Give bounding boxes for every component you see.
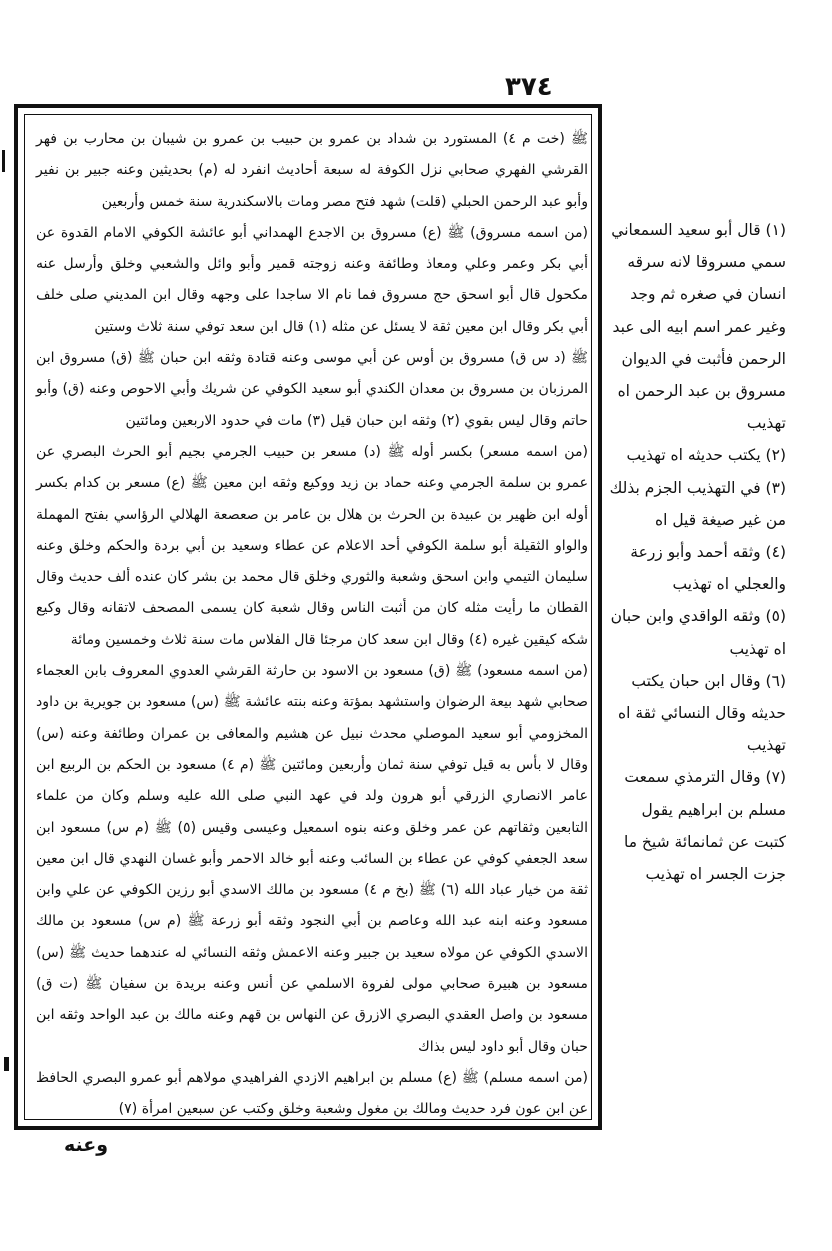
entry-paragraph: ﷺ (د س ق) مسروق بن أوس عن أبي موسى وعنه قتادة وثقه ابن حبان ﷺ (ق) مسروق ابن المرزبان بن مسروق بن معدان الكندي أبو سعيد الكوفي عن شريك وأبي الاحوص وعنه (ق) وأبو حاتم وقال ليس بقوي (٢) وثقه ابن حبان قيل (٣) مات في حدود الاربعين ومائتين <box>36 350 588 429</box>
page-number: ٣٧٤ <box>505 72 553 102</box>
main-text <box>36 124 588 1124</box>
margin-note: (١) قال أبو سعيد السمعاني سمي مسروقا لانه سرقه انسان في صغره ثم وجد وغير عمر اسم ابيه الى عبد الرحمن فأثبت في الديوان مسروق بن عبد الرحمن اه تهذيب <box>611 221 786 433</box>
margin-note: (٣) في التهذيب الجزم بذلك من غير صيغة قيل اه <box>609 478 786 529</box>
margin-note: (٥) وثقه الواقدي وابن حبان اه تهذيب <box>610 607 786 658</box>
margin-note: (٤) وثقه أحمد وأبو زرعة والعجلي اه تهذيب <box>630 543 786 594</box>
scan-speck <box>2 150 5 172</box>
entry-paragraph: (من اسمه مسعر) بكسر أوله ﷺ (د) مسعر بن حبيب الجرمي بجيم أبو الحرث البصري عن عمرو بن سلمة الجرمي وعنه حماد بن زيد ووكيع وثقه ابن معين ﷺ (ع) مسعر بن كدام بكسر أوله ابن ظهير بن عبيدة بن الحرث بن هلال بن عامر بن صعصعة الهلالي الرؤاسي بفتح المهملة والواو الثقيلة أبو سلمة الكوفي أحد الاعلام عن عطاء وسعيد بن أبي بردة والحكم وخلق وعنه سليمان التيمي وابن اسحق وشعبة والثوري وخلق قال محمد بن بشر كان عنده ألف حديث وقال القطان ما رأيت مثله كان من أثبت الناس وقال شعبة كان يسمى المصحف لاتقانه وقال وكيع شكه كيقين غيره (٤) وقال ابن سعد كان مرجئا قال الفلاس مات سنة ثلاث وخمسين ومائة <box>36 443 588 648</box>
entry-paragraph: (من اسمه مسروق) ﷺ (ع) مسروق بن الاجدع الهمداني أبو عائشة الكوفي الامام القدوة عن أبي بكر وعمر وعلي ومعاذ وطائفة وعنه زوجته قمير وأبو وائل والشعبي وخلق وأرسل عنه مكحول قال أبو اسحق حج مسروق فما نام الا ساجدا على وجهه وقال ابن المديني صلى خلف أبي بكر وقال ابن معين ثقة لا يسئل عن مثله (١) قال ابن سعد توفي سنة ثلاث وستين <box>36 224 588 335</box>
margin-note: (٦) وقال ابن حبان يكتب حديثه وقال النسائي ثقة اه تهذيب <box>618 671 786 755</box>
entry-paragraph: (من اسمه مسعود) ﷺ (ق) مسعود بن الاسود بن حارثة القرشي العدوي المعروف بابن العجماء صحابي شهد بيعة الرضوان واستشهد بمؤتة وعنه بنته عائشة ﷺ (س) مسعود بن جويرية بن داود المخزومي أبو سعيد الموصلي محدث نبيل عن هشيم والمعافى بن عمران وطائفة وعنه (س) وقال لا بأس به قيل توفي سنة ثمان وأربعين ومائتين ﷺ (م ٤) مسعود بن الحكم بن الربيع ابن عامر الانصاري الزرقي أبو هرون ولد في عهد النبي صلى الله عليه وسلم وكان من علماء التابعين وثقاتهم عن عمر وخلق وعنه بنوه اسمعيل وعيسى وقيس (٥) ﷺ (م س) مسعود ابن سعد الجعفي كوفي عن عطاء بن السائب وعنه أبو خالد الاحمر وأبو غسان النهدي قال ابن معين ثقة من خيار عباد الله (٦) ﷺ (بخ م ٤) مسعود بن مالك الاسدي أبو رزين الكوفي عن علي وابن مسعود وعنه ابنه عبد الله وعاصم بن أبي النجود وثقه أبو زرعة ﷺ (م س) مسعود بن مالك الاسدي الكوفي عن مولاه سعيد بن جبير وعنه الاعمش وثقه النسائي له عندهما حديث ﷺ (س) مسعود بن هبيرة صحابي مولى لفروة الاسلمي عن أنس وعنه بريدة بن سفيان ﷺ (ت ق) مسعود بن واصل العقدي البصري الازرق عن النهاس بن قهم وعنه مالك بن عبد الواحد وثقه ابن حبان وقال أبو داود ليس بذاك <box>36 663 589 1055</box>
entry-paragraph: ﷺ (خت م ٤) المستورد بن شداد بن عمرو بن حبيب بن عمرو بن شيبان بن محارب بن فهر القرشي الفهري صحابي نزل الكوفة له سبعة أحاديث انفرد له (م) بحديثين وعنه جبير بن نفير وأبو عبد الرحمن الحبلي (قلت) شهد فتح مصر ومات بالاسكندرية سنة خمس وأربعين <box>36 131 588 210</box>
scan-speck <box>4 1057 9 1071</box>
catchword: وعنه <box>64 1134 109 1156</box>
margin-note: (٧) وقال الترمذي سمعت مسلم بن ابراهيم يقول كتبت عن ثمانمائة شيخ ما جزت الجسر اه تهذيب <box>623 768 786 884</box>
margin-note: (٢) يكتب حديثه اه تهذيب <box>626 446 786 465</box>
margin-notes <box>608 214 786 890</box>
entry-paragraph: (من اسمه مسلم) ﷺ (ع) مسلم بن ابراهيم الازدي الفراهيدي مولاهم أبو عمرو البصري الحافظ عن ابن عون فرد حديث ومالك بن مغول وشعبة وخلق وكتب عن سبعين امرأة (٧) <box>36 1069 588 1118</box>
